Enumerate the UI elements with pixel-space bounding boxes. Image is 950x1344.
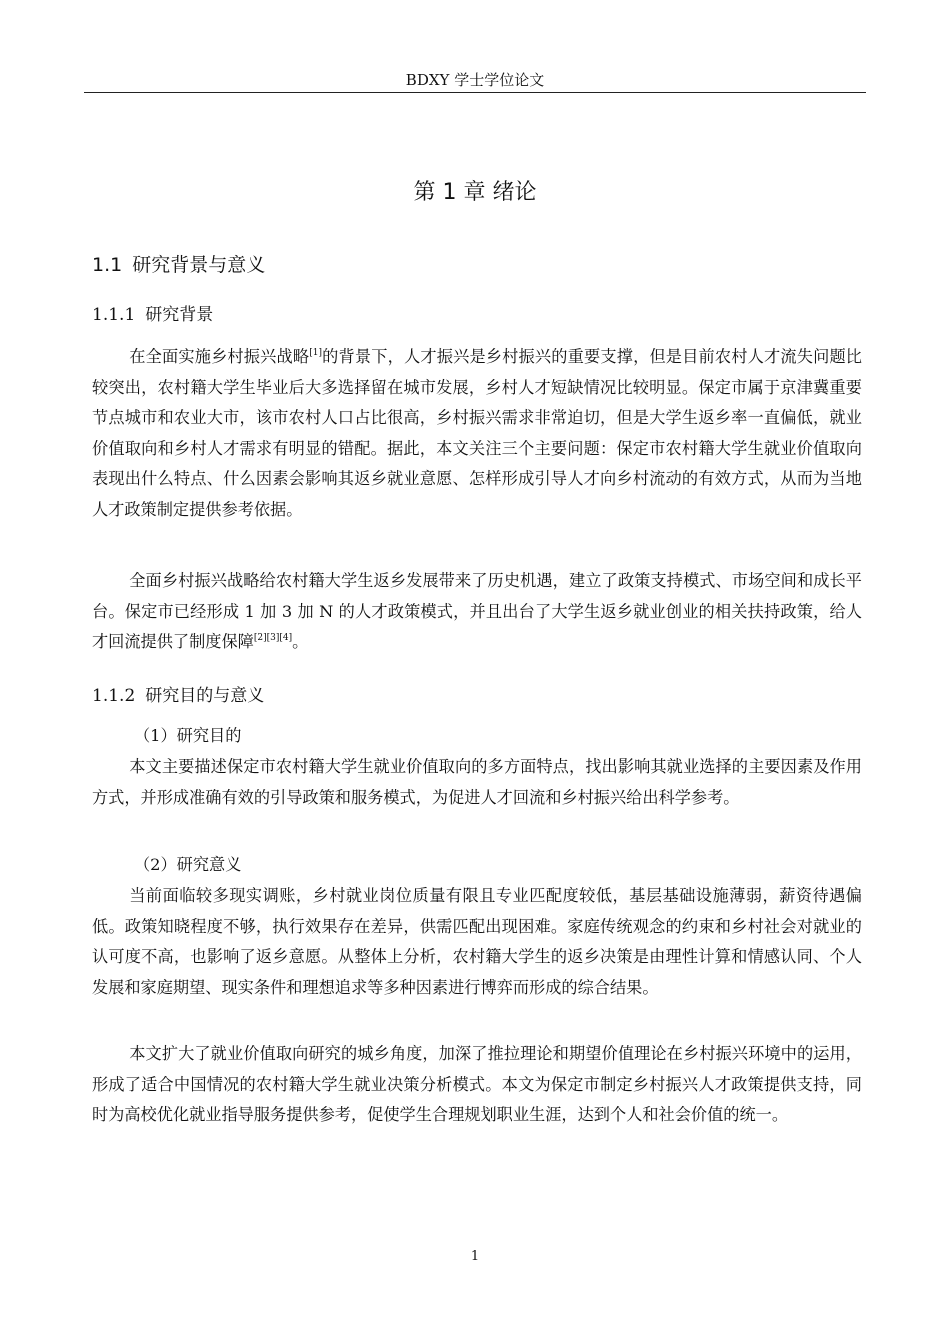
running-header: BDXY 学士学位论文 xyxy=(405,71,545,89)
page-number: 1 xyxy=(470,1249,480,1264)
subheading-significance: （2）研究意义 xyxy=(134,855,242,874)
section-heading-1-1 xyxy=(92,252,265,278)
paragraph-text: 全面乡村振兴战略给农村籍大学生返乡发展带来了历史机遇，建立了政策支持模式、市场空间和成长平台。保定市已经形成 1 加 3 加 N 的人才政策模式，并且出台了大学生返乡就业创业的相关扶持政策，给人才回流提供了制度保障 xyxy=(92,571,862,651)
chapter-title: 第 1 章 绪论 xyxy=(413,180,537,205)
header-rule xyxy=(84,92,866,93)
section-number: 1.1 xyxy=(92,254,123,276)
paragraph-text: 的背景下，人才振兴是乡村振兴的重要支撑，但是目前农村人才流失问题比较突出，农村籍大学生毕业后大多选择留在城市发展，乡村人才短缺情况比较明显。保定市属于京津冀重要节点城市和农业大市，该市农村人口占比很高，乡村振兴需求非常迫切，但是大学生返乡率一直偏低，就业价值取向和乡村人才需求有明显的错配。据此，本文关注三个主要问题：保定市农村籍大学生就业价值取向表现出什么特点、什么因素会影响其返乡就业意愿、怎样形成引导人才向乡村流动的有效方式，从而为当地人才政策制定提供参考依据。 xyxy=(92,347,862,519)
subsection-heading-1-1-1 xyxy=(92,303,213,327)
citation-ref: [2][3][4] xyxy=(253,633,293,643)
paragraph-significance-1: 当前面临较多现实调账，乡村就业岗位质量有限且专业匹配度较低，基层基础设施薄弱，薪资待遇偏低。政策知晓程度不够，执行效果存在差异，供需匹配出现困难。家庭传统观念的约束和乡村社会对就业的认可度不高，也影响了返乡意愿。从整体上分析，农村籍大学生的返乡决策是由理性计算和情感认同、个人发展和家庭期望、现实条件和理想追求等多种因素进行博弈而形成的综合结果。 xyxy=(92,886,862,997)
paragraph-text: 。 xyxy=(292,632,309,651)
paragraph-significance-2: 本文扩大了就业价值取向研究的城乡角度，加深了推拉理论和期望价值理论在乡村振兴环境中的运用，形成了适合中国情况的农村籍大学生就业决策分析模式。本文为保定市制定乡村振兴人才政策提供支持，同时为高校优化就业指导服务提供参考，促使学生合理规划职业生涯，达到个人和社会价值的统一。 xyxy=(92,1044,862,1124)
paragraph-background-1 xyxy=(92,342,862,525)
paragraph-background-2 xyxy=(92,566,862,658)
section-title: 研究背景与意义 xyxy=(132,254,266,276)
subsection-title: 研究背景 xyxy=(145,305,214,325)
paragraph-text: 在全面实施乡村振兴战略 xyxy=(129,347,310,366)
subsection-title: 研究目的与意义 xyxy=(145,686,265,706)
paragraph-purpose: 本文主要描述保定市农村籍大学生就业价值取向的多方面特点，找出影响其就业选择的主要因素及作用方式，并形成准确有效的引导政策和服务模式，为促进人才回流和乡村振兴给出科学参考。 xyxy=(92,757,862,807)
subsection-number: 1.1.2 xyxy=(92,686,136,706)
citation-ref: [1] xyxy=(309,348,322,358)
subheading-purpose: （1）研究目的 xyxy=(134,726,242,745)
subsection-number: 1.1.1 xyxy=(92,305,136,325)
subsection-heading-1-1-2 xyxy=(92,684,264,708)
